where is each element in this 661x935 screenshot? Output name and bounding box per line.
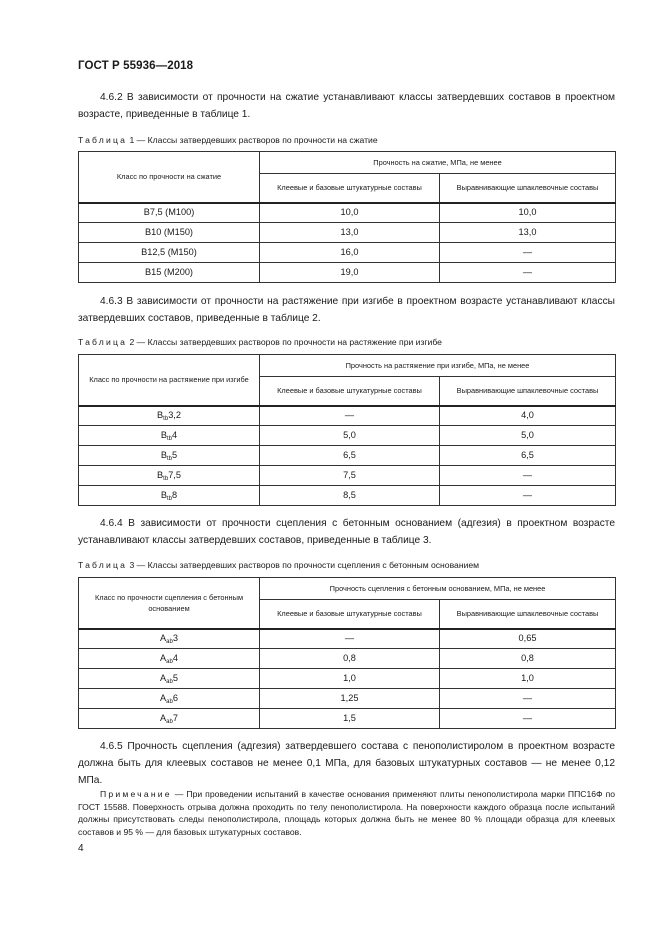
table2-caption [78,336,618,348]
value-b-cell: — [440,466,616,486]
standard-title: ГОСТ Р 55936—2018 [78,60,194,72]
paragraph-text: 4.6.3 В зависимости от прочности на растяжение при изгибе в проектном возрасте устанавливают классы затвердевших составов, приведенные в таблице 2. [78,296,615,324]
class-cell: $B_{tb}4$ [79,426,260,446]
value-b-cell: — [440,243,616,263]
class-cell: $B_{tb}5$ [79,446,260,466]
table-row [79,446,616,466]
page-number: 4 [78,843,84,854]
value-b-cell: 0,8 [440,649,616,669]
class-cell: B10 (M150) [79,223,260,243]
table3-caption [78,559,618,571]
value-a-cell: 10,0 [260,203,440,223]
note-text: — При проведении испытаний в качестве основания применяют плиты пенополистирола марки ППС16Ф по ГОСТ 15588. Поверхность отрыва должна проходить по телу пенополистирола. На поверхности каждого образца после испытаний должны присутствовать следы пенополистирола, площадь которых должна быть не менее 80 % площади образца для клеевых составов и 95 % — для базовых штукатурных составов. [78,789,616,837]
paragraph-4-6-5 [78,738,615,789]
table2-header-a: Клеевые и базовые штукатурные составы [260,377,440,406]
caption-label: Таблица [78,560,128,570]
value-a-cell: 1,5 [260,709,440,729]
table-row [79,709,616,729]
table1-header-group: Прочность на сжатие, МПа, не менее [260,152,616,174]
paragraph-text: 4.6.2 В зависимости от прочности на сжатие устанавливают классы затвердевших составов в проектном возрасте, приведенные в таблице 1. [78,92,615,120]
table-row [79,426,616,446]
value-a-cell: 13,0 [260,223,440,243]
class-cell: $B_{tb}3,2$ [79,406,260,426]
table3 [78,577,616,729]
value-b-cell: 10,0 [440,203,616,223]
table2-header-b: Выравнивающие шпаклевочные составы [440,377,616,406]
table-row [79,689,616,709]
class-cell: $A_{ab}3$ [79,629,260,649]
class-cell: $B_{tb}7,5$ [79,466,260,486]
table1-header-a: Клеевые и базовые штукатурные составы [260,174,440,203]
table1-header-class: Класс по прочности на сжатие [79,152,260,203]
note [78,788,615,838]
table1-header-b: Выравнивающие шпаклевочные составы [440,174,616,203]
paragraph-4-6-4 [78,515,615,549]
value-a-cell: 1,0 [260,669,440,689]
value-b-cell: 4,0 [440,406,616,426]
value-b-cell: 13,0 [440,223,616,243]
value-a-cell: 7,5 [260,466,440,486]
table3-header-b: Выравнивающие шпаклевочные составы [440,600,616,629]
value-a-cell: 0,8 [260,649,440,669]
caption-label: Таблица [78,337,128,347]
table-row [79,629,616,649]
class-cell: B7,5 (M100) [79,203,260,223]
class-cell: $B_{tb}8$ [79,486,260,506]
table3-header-group: Прочность сцепления с бетонным основанием, МПа, не менее [260,578,616,600]
table-row [79,486,616,506]
value-b-cell: — [440,709,616,729]
caption-text: 3 — Классы затвердевших растворов по прочности сцепления с бетонным основанием [129,560,480,570]
value-b-cell: — [440,486,616,506]
value-a-cell: 16,0 [260,243,440,263]
value-a-cell: 19,0 [260,263,440,283]
paragraph-4-6-2 [78,89,615,123]
class-cell: $A_{ab}6$ [79,689,260,709]
caption-label: Таблица [78,135,128,145]
value-a-cell: 6,5 [260,446,440,466]
table3-header-class: Класс по прочности сцепления с бетонным основанием [79,578,260,629]
class-cell: B12,5 (M150) [79,243,260,263]
value-b-cell: — [440,689,616,709]
table-row [79,406,616,426]
paragraph-4-6-3 [78,293,615,327]
table3-header-a: Клеевые и базовые штукатурные составы [260,600,440,629]
value-b-cell: 6,5 [440,446,616,466]
caption-text: 2 — Классы затвердевших растворов по прочности на растяжение при изгибе [129,337,442,347]
table-row [79,203,616,223]
table-row [79,669,616,689]
table-row [79,243,616,263]
table1 [78,151,616,283]
value-a-cell: — [260,406,440,426]
value-b-cell: 5,0 [440,426,616,446]
table2 [78,354,616,506]
class-cell: $A_{ab}5$ [79,669,260,689]
table-row [79,223,616,243]
caption-text: 1 — Классы затвердевших растворов по прочности на сжатие [129,135,378,145]
class-cell: B15 (M200) [79,263,260,283]
value-b-cell: — [440,263,616,283]
table1-caption [78,134,618,146]
class-cell: $A_{ab}7$ [79,709,260,729]
table-row [79,263,616,283]
table2-header-group: Прочность на растяжение при изгибе, МПа, не менее [260,355,616,377]
value-a-cell: — [260,629,440,649]
value-b-cell: 0,65 [440,629,616,649]
class-cell: $A_{ab}4$ [79,649,260,669]
value-a-cell: 1,25 [260,689,440,709]
value-a-cell: 5,0 [260,426,440,446]
table-row [79,466,616,486]
note-label: Примечание [100,789,172,799]
value-b-cell: 1,0 [440,669,616,689]
paragraph-text: 4.6.4 В зависимости от прочности сцепления с бетонным основанием (адгезия) в проектном возрасте устанавливают классы затвердевших составов, приведенные в таблице 3. [78,518,615,546]
table2-header-class: Класс по прочности на растяжение при изгибе [79,355,260,406]
value-a-cell: 8,5 [260,486,440,506]
paragraph-text: 4.6.5 Прочность сцепления (адгезия) затвердевшего состава с пенополистиролом в проектном возрасте должна быть для клеевых составов не менее 0,1 МПа, для базовых штукатурных составов — не менее 0,12 МПа. [78,741,615,786]
table-row [79,649,616,669]
